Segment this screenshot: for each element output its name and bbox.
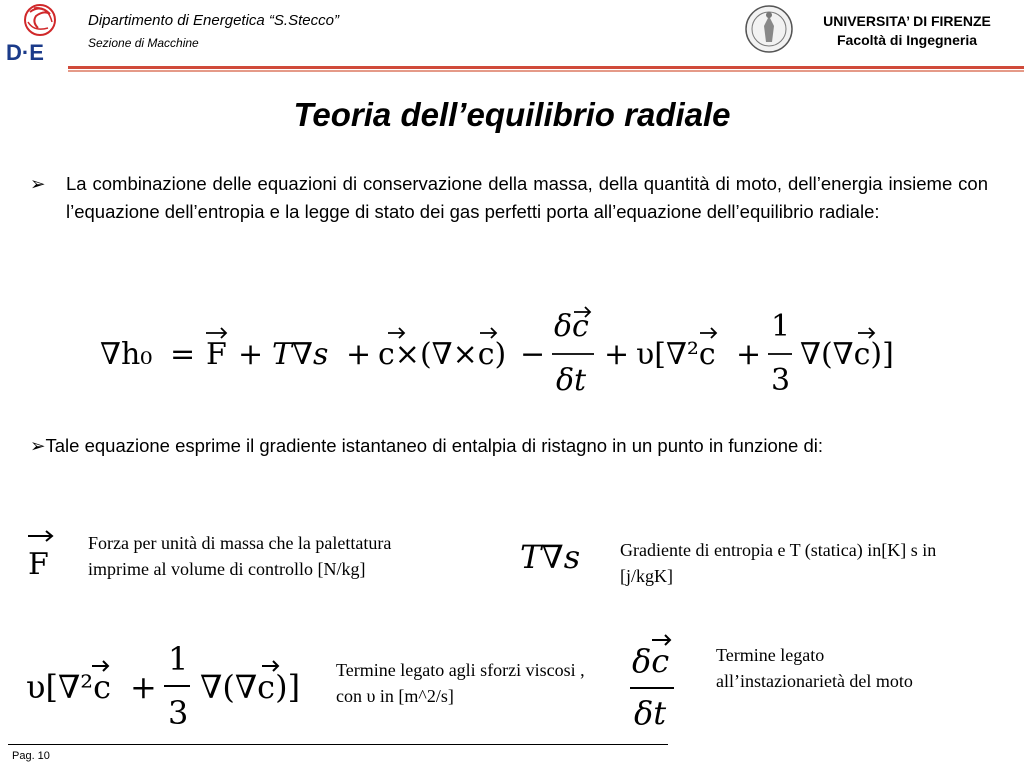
eq-nabla-h0: ∇h₀ [100,337,153,372]
term-unsteady-dc: δc [632,642,670,680]
university-seal-icon [744,4,794,54]
bullet-arrow-icon: ➢ [30,173,46,194]
term-force-symbol [22,528,62,580]
eq-plus-3: + [604,337,630,372]
term-entropy-text: T∇s [520,538,581,576]
bullet-intro-text: La combinazione delle equazioni di conservazione della massa, della quantità di moto, dell’energia insieme con l’equazione dell’entropia e la legge di stato dei gas perfetti porta all’equazione dell’equilibrio radiale: [66,173,988,222]
logo-swirl-icon [25,5,55,35]
slide-title: Teoria dell’equilibrio radiale [293,96,731,133]
bullet-intro [30,170,988,226]
university-name: UNIVERSITA’ DI FIRENZE [823,13,991,29]
bullet-description: ➢Tale equazione esprime il gradiente istantaneo di entalpia di ristagno in un punto in funzione di: [30,435,824,456]
term-visc-one: 1 [168,640,189,678]
logo-text: D·E [6,40,44,64]
eq-force: F [206,337,227,372]
term-viscous-description: Termine legato agli sforzi viscosi , con υ in [m^2/s] [336,660,585,706]
eq-t-nabla-s: T∇s [272,337,329,372]
eq-dt: δt [556,363,587,398]
term-viscous-symbol [24,636,324,732]
eq-dc: δc [554,309,589,344]
eq-c-cross: c×(∇×c) [378,337,507,372]
eq-minus: − [520,337,546,372]
eq-plus-4: + [736,337,762,372]
term-unsteady-description: Termine legato all’instazionarietà del moto [716,645,913,691]
term-visc-plus: + [130,668,157,706]
eq-one: 1 [771,309,791,344]
term-visc-suffix: ∇(∇c)] [200,668,301,706]
term-unsteady-dt: δt [634,694,667,732]
eq-visc-prefix: υ[∇²c [636,337,716,372]
term-visc-prefix: υ[∇²c [26,668,112,706]
eq-visc-suffix: ∇(∇c)] [800,337,894,372]
university-block [802,12,1012,50]
term-entropy-symbol [518,534,608,578]
eq-equals: = [170,337,196,372]
eq-plus-2: + [346,337,372,372]
page-number: Pag. 10 [12,750,50,762]
eq-three: 3 [771,363,791,398]
header-divider [68,66,1024,69]
term-unsteady-symbol [626,628,686,732]
term-entropy-description: Gradiente di entropia e T (statica) in[K] s in [j/kgK] [620,540,937,586]
term-force-description: Forza per unità di massa che la palettatura imprime al volume di controllo [N/kg] [88,533,392,579]
section-name: Sezione di Macchine [88,36,199,50]
header-divider-light [68,70,1024,72]
department-name: Dipartimento di Energetica “S.Stecco” [88,12,339,29]
term-force-letter: F [28,547,49,580]
term-visc-three: 3 [168,694,189,732]
radial-equilibrium-equation [96,306,916,402]
faculty-name: Facoltà di Ingegneria [836,32,978,48]
footer-divider [8,744,668,745]
de-logo [4,2,66,64]
eq-plus-1: + [238,337,264,372]
